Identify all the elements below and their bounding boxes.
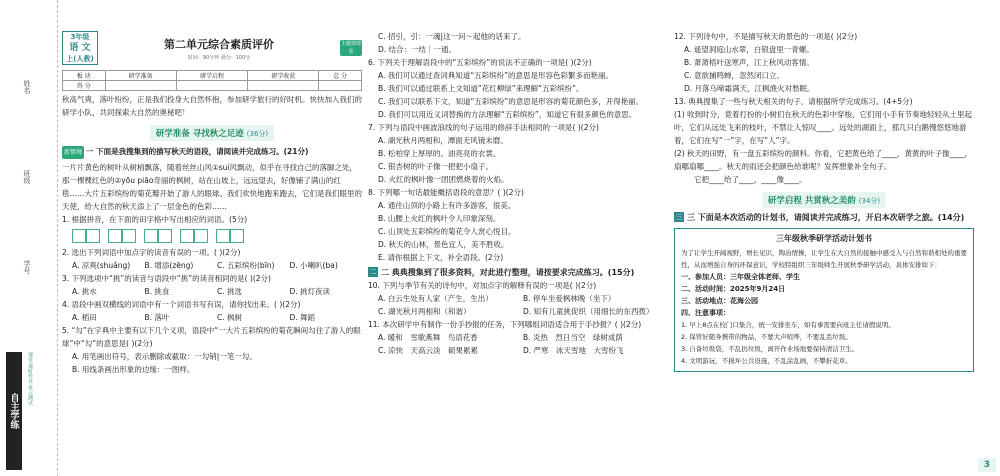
- subject-label: 语 文: [69, 43, 91, 53]
- page-number: 3: [978, 458, 996, 472]
- grid-cell[interactable]: [180, 229, 208, 243]
- grade-box: [62, 31, 98, 65]
- score-header: 研学启程: [176, 71, 247, 81]
- q4-options: [62, 311, 362, 324]
- option[interactable]: A. 我们可以通过查词典知道“五彩缤纷”的意思是形容色彩繁多而艳丽。: [378, 71, 614, 80]
- grid-cell[interactable]: [216, 229, 244, 243]
- theme-badge: 主题情境卷: [340, 41, 361, 55]
- option[interactable]: A. 用笔画出符号，表示删除或截取：一勾销|一笔一勾。: [72, 352, 257, 361]
- option[interactable]: C. 挑选: [217, 287, 243, 296]
- question-13: 13. 典典搜集了一些与秋天相关的句子，请根据所学完成练习。(4+5分): [674, 97, 913, 106]
- option[interactable]: B. 我们可以通过联系上文知道“花红柳绿”来理解“五彩缤纷”。: [378, 84, 584, 93]
- q13-part-2[interactable]: (2) 秋天的田野，有一盘五彩缤纷的颜料。你看，它把黄色给了____，黄黄的叶子像____，扇哪扇哪____。秋天的雨还会把颜色给谁呢？发挥想象补全句子。: [674, 149, 973, 171]
- part-3-heading: [674, 212, 974, 224]
- grid-cell[interactable]: [72, 229, 100, 243]
- option[interactable]: D. 月落乌啼霜满天，江枫渔火对愁眠。: [684, 84, 815, 93]
- column-right: [674, 0, 974, 476]
- page-subtitle: 时间：90分钟 满分：100分: [187, 54, 251, 61]
- question-4: 4. 语段中画双横线的词语中有一个词语书写有误，请你找出来。( )(2分): [62, 300, 301, 309]
- question-5: 5. “勾”在字典中主要有以下几个义项，语段中“一大片五彩缤纷的菊花瞬间勾住了游人的眼球”中“勾”的意思是( )(2分): [62, 326, 361, 348]
- plan-note: 4. 文明游玩，不损坏公共设施，不乱涂乱画，不攀折花草。: [681, 357, 852, 365]
- passage: 一片片黄色的树叶从树梢飘落，随着丝丝山风①suí风飘动，似乎在寻找自己的落脚之处，那一棵棵红色的②yōu piāo奇丽的枫树，站在山坡上，远远望去，好像铺了满山的红毯……大片五彩缤纷的菊花瓣开始了游人的眼球。我们欢快地跑来跑去，它们是我们眼里的天使，给大自然的秋天添上了一层金色的色彩……: [62, 163, 362, 211]
- new-tag: 新情境: [62, 146, 84, 159]
- grid-cell[interactable]: [144, 229, 172, 243]
- option[interactable]: B. 萧萧梧叶送寒声，江上秋风动客情。: [684, 58, 814, 67]
- score-row-label: 得 分: [63, 81, 106, 91]
- section-header: [674, 192, 974, 208]
- option[interactable]: A. 凉爽(shuǎng): [72, 261, 131, 270]
- column-left: [62, 0, 362, 476]
- q10-options: [368, 292, 668, 318]
- plan-note: 3. 自备垃圾袋，不乱扔垃圾，离开作业场地要保持清洁卫生。: [681, 345, 859, 353]
- option[interactable]: A. 通往山顶的小路上有许多游客，很美。: [378, 201, 516, 210]
- option[interactable]: C. 湖光秋月两相和（和谐）: [378, 307, 471, 316]
- option[interactable]: E. 请你根据上下文，补全语段。(2分): [378, 253, 504, 262]
- page-header: [62, 30, 362, 66]
- page-title: 第二单元综合素质评价: [164, 37, 274, 51]
- plan-item: 四、注意事项：: [681, 309, 730, 317]
- score-header: 板 块: [63, 71, 106, 81]
- option[interactable]: D. 舞蹈: [289, 313, 316, 322]
- score-header: 总 分: [319, 71, 362, 81]
- option[interactable]: D. 知有儿童挑促织（用细长的东西拨）: [523, 307, 654, 316]
- question-7: 7. 下列与语段中画波浪线的句子运用的修辞手法相同的一项是( )(2分): [368, 123, 599, 132]
- q3-options: [62, 285, 362, 298]
- question-11: 11. 本次研学中有制作一份手抄报的任务，下列哪组词语适合用于手抄报？( )(2分): [368, 320, 642, 329]
- question-6: 6. 下列关于理解语段中的“五彩缤纷”的说法不正确的一项是( )(2分): [368, 58, 592, 67]
- option[interactable]: D. 结合：一结｜一通。: [378, 45, 457, 54]
- score-cell[interactable]: [319, 81, 362, 91]
- question-8: 8. 下列哪一句话最能概括语段的意思？( )(2分): [368, 188, 524, 197]
- plan-item: 一、参加人员：三年级全体老师、学生: [681, 273, 800, 281]
- option[interactable]: C. 意欲捕鸣蝉，忽然闭口立。: [684, 71, 785, 80]
- grid-cell[interactable]: [108, 229, 136, 243]
- score-cell[interactable]: [248, 81, 319, 91]
- option[interactable]: B. 停车坐爱枫林晚（坐下）: [523, 294, 616, 303]
- part-text: 三 下面是本次活动的计划书，请阅读并完成练习，开启本次研学之旅。(14分): [687, 213, 965, 222]
- option[interactable]: B. 落叶: [144, 313, 170, 322]
- section-score: (36分): [246, 130, 269, 138]
- option[interactable]: B. 山腰上火红的枫叶令人印象深刻。: [378, 214, 501, 223]
- part-heading: [62, 145, 362, 159]
- name-label: 姓名: [23, 80, 31, 94]
- section-icon: 三: [675, 213, 683, 221]
- option[interactable]: A. 挑水: [72, 287, 97, 296]
- q13-part-3[interactable]: 它把____给了____，____像____。: [694, 175, 807, 184]
- question-10: 10. 下列与季节有关的诗句中，对加点字的解释有误的一项是( )(2分): [368, 281, 597, 290]
- option[interactable]: C. 五彩缤纷(bīn): [217, 261, 275, 270]
- option[interactable]: B. 增添(zēng): [144, 261, 194, 270]
- intro-text: 秋高气爽，落叶纷纷，正是我们投身大自然怀抱，参加研学旅行的好时机。快快加入我们的研学小队，共同探索大自然的奥秘吧！: [62, 95, 362, 117]
- score-header: 研学收获: [248, 71, 319, 81]
- column-middle: [368, 0, 668, 476]
- question-2: 2. 选出下列词语中加点字的读音有误的一项。( )(2分): [62, 248, 241, 257]
- plan-note: 2. 保管好随身携带的物品，不要大声喧哗，不要乱丢垃圾。: [681, 333, 852, 341]
- pinyin-grid[interactable]: [72, 229, 362, 243]
- number-label: 学号: [23, 260, 31, 274]
- score-table: [62, 70, 362, 91]
- grade-label: 3年级: [70, 33, 90, 41]
- option[interactable]: B. 用线条画出形象的边缘：一图样。: [72, 365, 195, 374]
- edition-label: 上(人教): [66, 55, 94, 63]
- plan-card: [674, 228, 974, 372]
- option[interactable]: D. 秋天的山林，景色宜人，美不胜收。: [378, 240, 509, 249]
- option[interactable]: D. 我们可以用近义词替换的方法理解“五彩缤纷”，知道它有很多颜色的意思。: [378, 110, 637, 119]
- option[interactable]: C. 枫树: [217, 313, 243, 322]
- option[interactable]: A. 遥望洞庭山水翠，白银盘里一青螺。: [684, 45, 814, 54]
- class-label: 班级: [23, 170, 31, 184]
- option[interactable]: C. 我们可以联系下文，知道“五彩缤纷”的意思是形容的菊花颜色多，开得艳丽。: [378, 97, 644, 106]
- plan-note: 1. 早上8点在校门口集合，统一安排坐车，如有事需要向班主任请假说明。: [681, 321, 895, 329]
- option[interactable]: C. 山顶处五彩缤纷的菊花令人赏心悦目。: [378, 227, 516, 236]
- plan-intro: 为了让学生开阔视野，增长见识，陶冶情操，让学生在大自然的接触中感受人与自然和谐相处的重要性，从而增强自身的环保意识，学校特组织三年级师生开展秋季研学活动，具体安排如下：: [681, 249, 967, 269]
- q2-options: [62, 259, 362, 272]
- option[interactable]: A. 暖和 雪歌燕舞 鸟语花香: [378, 333, 478, 342]
- option[interactable]: B. 松柏穿上厚厚的、油亮亮的衣裳。: [378, 149, 501, 158]
- option[interactable]: C. 银杏树的叶子像一把把小扇子。: [378, 162, 494, 171]
- brand-logo: 自主学练: [6, 352, 22, 470]
- question-1: 1. 根据拼音，在下面的田字格中写出相应的词语。(5分): [62, 215, 248, 224]
- question-12: 12. 下列诗句中，不是描写秋天的景色的一项是( )(2分): [674, 32, 858, 41]
- sidebar-strip: [0, 0, 58, 476]
- option[interactable]: C. 招引，引：一魂|这一问～起他的话来了。: [378, 32, 526, 41]
- option[interactable]: A. 湖光秋月两相和，潭面无风镜未磨。: [378, 136, 508, 145]
- question-3: 3. 下列选项中“挑”的读音与语段中“挑”的读音相同的是( )(2分): [62, 274, 271, 283]
- section-title: 研学启程 共赏秋之美韵: [767, 196, 856, 206]
- option[interactable]: D. 挑灯夜读: [289, 287, 331, 296]
- section-score: (34分): [858, 197, 881, 205]
- part-text: 二 典典搜集到了很多资料，对此进行整理，请按要求完成练习。(15分): [381, 268, 635, 277]
- plan-title: 三年级秋季研学活动计划书: [776, 234, 872, 243]
- option[interactable]: A. 白云生处有人家（产生，生出）: [378, 294, 493, 303]
- plan-item: 二、活动时间：2025年9月24日: [681, 285, 786, 293]
- section-title: 研学准备 寻找秋之足迹: [155, 129, 244, 139]
- section-icon: 二: [369, 268, 377, 276]
- option[interactable]: B. 炎热 烈日当空 绿树成荫: [523, 333, 623, 342]
- option[interactable]: A. 稻田: [72, 313, 97, 322]
- score-header: 研学准备: [105, 71, 176, 81]
- plan-item: 三、活动地点：花海公园: [681, 297, 758, 305]
- score-cell[interactable]: [176, 81, 247, 91]
- option[interactable]: B. 挑食: [144, 287, 170, 296]
- option[interactable]: D. 小喇叭(ba): [289, 261, 338, 270]
- option[interactable]: D. 火红的枫叶像一团团燃烧着的火焰。: [378, 175, 509, 184]
- section-header: [62, 125, 362, 141]
- q11-options: [368, 331, 668, 357]
- part-text: 一 下面是我搜集到的描写秋天的语段，请阅读并完成练习。(21分): [86, 147, 309, 156]
- q13-part-1[interactable]: (1) 收到时分，竟着打扮的小树们在秋天的色彩中穿梭，它们用小手有节奏地轻轻从土里起叶，它们从远处飞来的枝叶，不禁让人惊叹____。远处的湖面上，那几只白鹅慢悠悠地游着，它们在写“一”字，在写“人”字。: [674, 110, 973, 145]
- option[interactable]: D. 严寒 冰天雪地 大雪纷飞: [523, 346, 624, 355]
- part-2-heading: [368, 267, 668, 279]
- score-cell[interactable]: [105, 81, 176, 91]
- brand-subtitle: 课堂·课时作业·单元测试: [27, 352, 33, 406]
- option[interactable]: C. 凉快 天高云淡 硕果累累: [378, 346, 479, 355]
